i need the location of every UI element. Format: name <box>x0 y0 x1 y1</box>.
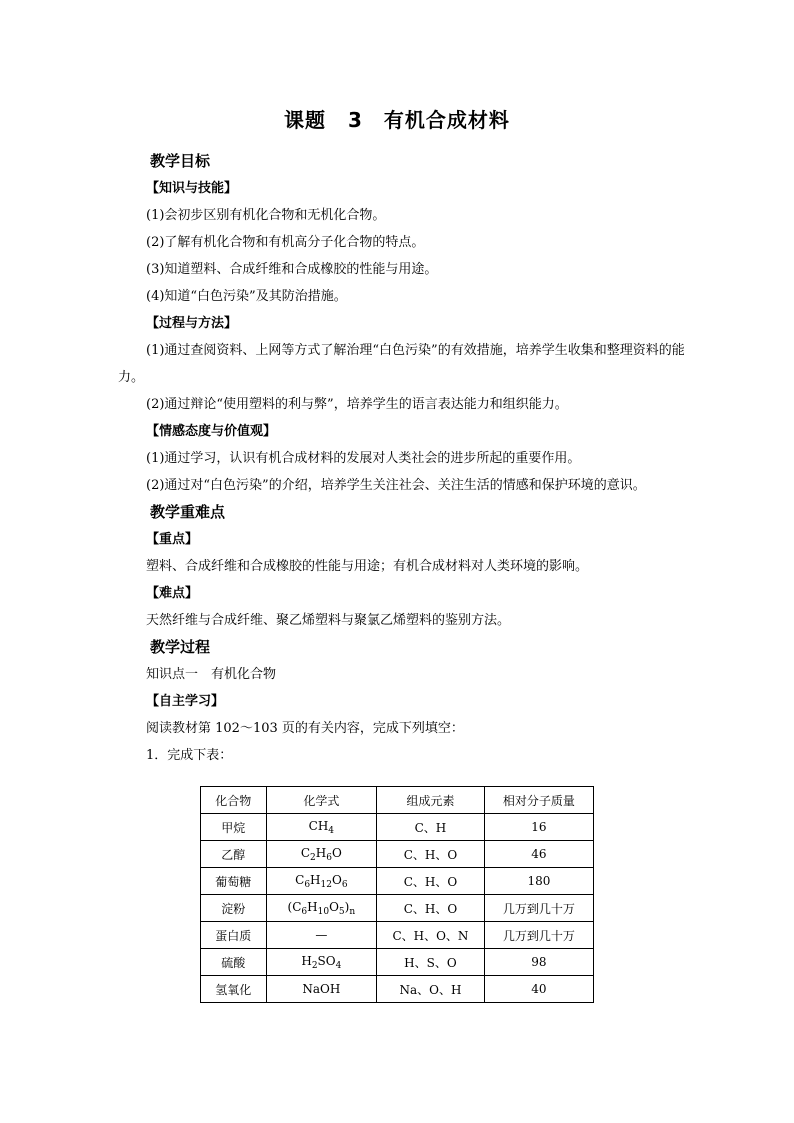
formula-subscript: 5 <box>338 906 345 917</box>
mass-cell: 180 <box>484 868 593 895</box>
formula-cell: $C_2H_6O$ <box>266 841 376 868</box>
formula-subscript: 10 <box>317 906 330 917</box>
elements-cell: C、H <box>377 814 485 841</box>
elements-cell: C、H、O、N <box>377 922 485 949</box>
table-header-row <box>201 787 594 814</box>
elements-cell: C、H、O <box>377 841 485 868</box>
table-row <box>201 814 594 841</box>
formula-subscript: 4 <box>328 825 335 836</box>
process-item: (2)通过辩论“使用塑料的利与弊”，培养学生的语言表达能力和组织能力。 <box>146 397 568 412</box>
mass-cell: 几万到几十万 <box>484 895 593 922</box>
table-row <box>201 976 594 1003</box>
difficulty-heading: 【难点】 <box>146 586 199 601</box>
formula-subscript: 12 <box>320 879 332 890</box>
formula-cell: $H_2SO_4$ <box>266 949 376 976</box>
formula-cell: NaOH <box>266 976 376 1003</box>
key-points-heading: 教学重难点 <box>150 503 226 521</box>
compound-name-cell: 蛋白质 <box>201 922 267 949</box>
formula-subscript: n <box>349 906 356 917</box>
header-cell-elements: 组成元素 <box>377 787 485 814</box>
compound-name-cell: 淀粉 <box>201 895 267 922</box>
mass-cell: 几万到几十万 <box>484 922 593 949</box>
header-cell-compound: 化合物 <box>201 787 267 814</box>
knowledge-heading: 【知识与技能】 <box>146 181 238 196</box>
header-cell-formula: 化学式 <box>266 787 376 814</box>
lesson-content <box>118 148 688 769</box>
difficulty-text: 天然纤维与合成纤维、聚乙烯塑料与聚氯乙烯塑料的鉴别方法。 <box>146 613 511 628</box>
formula-cell: $C_6H_{12}O_6$ <box>266 868 376 895</box>
formula-subscript: 6 <box>301 906 308 917</box>
compound-name-cell: 葡萄糖 <box>201 868 267 895</box>
compound-name-cell: 甲烷 <box>201 814 267 841</box>
emotion-heading: 【情感态度与价值观】 <box>146 424 277 439</box>
knowledge-item: (3)知道塑料、合成纤维和合成橡胶的性能与用途。 <box>146 262 438 277</box>
knowledge-item: (4)知道“白色污染”及其防治措施。 <box>146 289 347 304</box>
compound-table <box>200 786 594 1003</box>
compound-name-cell: 乙醇 <box>201 841 267 868</box>
table-row <box>201 922 594 949</box>
mass-cell: 40 <box>484 976 593 1003</box>
formula-cell: $(C_6H_{10}O_5)_n$ <box>266 895 376 922</box>
table-row <box>201 895 594 922</box>
formula-subscript: 6 <box>326 852 332 863</box>
elements-cell: C、H、O <box>377 868 485 895</box>
formula-cell: $CH_4$ <box>266 814 376 841</box>
mass-cell: 16 <box>484 814 593 841</box>
formula-subscript: 4 <box>335 960 342 971</box>
process-item: (1)通过查阅资料、上网等方式了解治理“白色污染”的有效措施，培养学生收集和整理资料的能力。 <box>118 343 685 385</box>
formula-subscript: 2 <box>311 960 318 971</box>
self-study-heading: 【自主学习】 <box>146 694 225 709</box>
elements-cell: Na、O、H <box>377 976 485 1003</box>
table-row <box>201 868 594 895</box>
emotion-item: (2)通过对“白色污染”的介绍，培养学生关注社会、关注生活的情感和保护环境的意识。 <box>146 478 646 493</box>
formula-subscript: 6 <box>304 879 311 890</box>
process-heading: 【过程与方法】 <box>146 316 238 331</box>
reading-instruction: 阅读教材第 102～103 页的有关内容，完成下列填空： <box>146 721 464 736</box>
compound-name-cell: 硫酸 <box>201 949 267 976</box>
table-row <box>201 841 594 868</box>
formula-cell: — <box>266 922 376 949</box>
focus-text: 塑料、合成纤维和合成橡胶的性能与用途；有机合成材料对人类环境的影响。 <box>146 559 589 574</box>
mass-cell: 46 <box>484 841 593 868</box>
table-instruction: 1．完成下表： <box>146 748 233 763</box>
goals-heading: 教学目标 <box>150 152 211 170</box>
teaching-process-heading: 教学过程 <box>150 638 211 656</box>
mass-cell: 98 <box>484 949 593 976</box>
formula-subscript: 2 <box>310 852 316 863</box>
knowledge-point-title: 知识点一 有机化合物 <box>146 667 277 682</box>
formula-subscript: 6 <box>341 879 348 890</box>
table-row <box>201 949 594 976</box>
header-cell-mass: 相对分子质量 <box>484 787 593 814</box>
knowledge-item: (2)了解有机化合物和有机高分子化合物的特点。 <box>146 235 425 250</box>
elements-cell: H、S、O <box>377 949 485 976</box>
compound-name-cell: 氢氧化 <box>201 976 267 1003</box>
knowledge-item: (1)会初步区别有机化合物和无机化合物。 <box>146 208 386 223</box>
focus-heading: 【重点】 <box>146 532 199 547</box>
page-title: 课题 3 有机合成材料 <box>284 108 510 132</box>
elements-cell: C、H、O <box>377 895 485 922</box>
emotion-item: (1)通过学习，认识有机合成材料的发展对人类社会的进步所起的重要作用。 <box>146 451 581 466</box>
